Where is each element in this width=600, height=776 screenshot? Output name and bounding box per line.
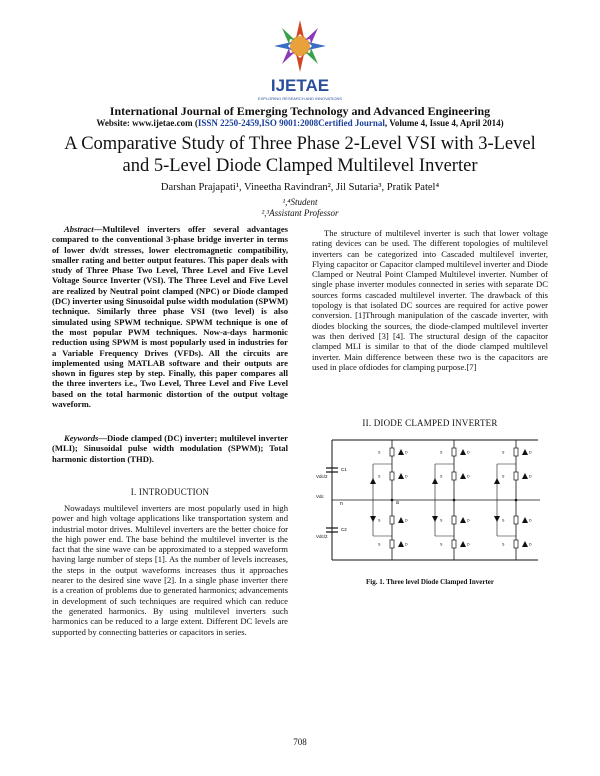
- paper-title: [30, 133, 570, 177]
- abstract: [52, 224, 288, 409]
- switch-1-4: [390, 540, 394, 548]
- website-suffix: , Volume 4, Issue 4, April 2014): [384, 118, 504, 128]
- diode-label-3-3: D: [529, 518, 532, 523]
- label-vdc-half-bottom: Vdc/2: [316, 534, 328, 539]
- antiparallel-diode-2-4: [460, 541, 466, 547]
- label-node-n: n: [340, 501, 343, 507]
- diode-label-2-2: D: [467, 474, 470, 479]
- switch-label-2-2: S: [440, 474, 443, 479]
- switch-label-3-1: S: [502, 450, 505, 455]
- switch-2-3: [452, 516, 456, 524]
- switch-label-2-3: S: [440, 518, 443, 523]
- diode-label-1-4: D: [405, 542, 408, 547]
- switch-3-4: [514, 540, 518, 548]
- paper-title-line2: and 5-Level Diode Clamped Multilevel Inverter: [122, 156, 478, 176]
- switch-label-3-3: S: [502, 518, 505, 523]
- label-vdc-half-top: Vdc/2: [316, 474, 328, 479]
- keywords-text: —Diode clamped (DC) inverter; multilevel inverter (MLI); Sinusoidal pulse width modulation (SPWM); Total harmonic distortion (THD).: [52, 433, 288, 464]
- switch-label-1-1: S: [378, 450, 381, 455]
- logo-star-icon: [274, 20, 326, 72]
- label-vdc: Vdc: [316, 494, 324, 499]
- switch-label-1-3: S: [378, 518, 381, 523]
- page-number: 708: [293, 737, 307, 747]
- keywords-lead: Keywords: [64, 433, 99, 443]
- diode-label-3-1: D: [529, 450, 532, 455]
- author-list: Darshan Prajapati¹, Vineetha Ravindran², Jil Sutaria³, Pratik Patel⁴: [160, 182, 440, 193]
- circuit-diagram: [314, 434, 548, 566]
- keywords: [52, 433, 288, 464]
- antiparallel-diode-1-4: [398, 541, 404, 547]
- switch-1-1: [390, 448, 394, 456]
- diode-label-2-4: D: [467, 542, 470, 547]
- antiparallel-diode-2-1: [460, 449, 466, 455]
- right-column-body: [312, 228, 548, 372]
- antiparallel-diode-3-4: [522, 541, 528, 547]
- website-issn[interactable]: ISSN 2250-2459,ISO 9001:2008Certified Journal: [197, 118, 385, 128]
- diode-label-3-2: D: [529, 474, 532, 479]
- antiparallel-diode-3-3: [522, 517, 528, 523]
- label-node-a: a: [396, 500, 399, 506]
- output-node-1: [391, 499, 394, 502]
- antiparallel-diode-1-2: [398, 473, 404, 479]
- switch-label-1-2: S: [378, 474, 381, 479]
- switch-1-3: [390, 516, 394, 524]
- diode-label-1-1: D: [405, 450, 408, 455]
- antiparallel-diode-2-2: [460, 473, 466, 479]
- output-node-3: [515, 499, 518, 502]
- antiparallel-diode-3-1: [522, 449, 528, 455]
- section-heading-introduction: I. INTRODUCTION: [130, 487, 210, 497]
- introduction-paragraph: Nowadays multilevel inverters are most popularly used in high power and high voltage applications like transportation system and industrial motor drives. Multilevel inverters are the better choice for the high power end. The base behind the multilevel inverter is the fact that the sine wave can be approximated to a stepped waveform having large number of steps [1]. As the number of levels increases, the steps in the output waveforms increases thus it approaches nearer to the desired sine wave [2]. In a single phase inverter there is a creation of problems due to generated harmonics; advancements in development of such techniques are required which can reduce the generated harmonics. By using multilevel inverters such harmonics can be reduced to a large extent. Different DC levels are supported by connecting batteries or capacitors in series.: [52, 503, 288, 637]
- logo-tagline: EXPLORING RESEARCH AND INNOVATIONS: [257, 96, 343, 101]
- switch-3-1: [514, 448, 518, 456]
- antiparallel-diode-1-3: [398, 517, 404, 523]
- introduction-body: [52, 503, 288, 637]
- switch-label-3-4: S: [502, 542, 505, 547]
- switch-3-2: [514, 472, 518, 480]
- switch-label-2-1: S: [440, 450, 443, 455]
- switch-2-1: [452, 448, 456, 456]
- label-c2: C2: [341, 527, 347, 532]
- switch-1-2: [390, 472, 394, 480]
- abstract-lead: Abstract: [64, 224, 94, 234]
- switch-2-2: [452, 472, 456, 480]
- switch-label-1-4: S: [378, 542, 381, 547]
- journal-name: International Journal of Emerging Technology and Advanced Engineering: [109, 104, 491, 118]
- output-node-2: [453, 499, 456, 502]
- abstract-text: —Multilevel inverters offer several advantages compared to the conventional 3-phase bridge inverter in terms of lower dv/dt stresses, lower electromagnetic compatibility, smaller rating and better output features. This paper deals with study of Three Phase Two Level, Three Level and Five Level Voltage Source Inverter (VSI). The Three Level and Five Level are realized by Neutral point clamped (NPC) or Diode clamped (DC) inverter using Sinusoidal pulse width modulation (SPWM) technique. Similarly three phase VSI (two level) is also simulated using SPWM technique. SPWM technique is one of the most popular PWM techniques. Now-a-days harmonic reduction using SPWM is most popularly used in industries for a Variable Frequency Drives (VFDs). All the circuits are implemented using MATLAB software and their outputs are shown in figures step by step. Finally, this paper compares all the three inverters i.e., Two Level, Three Level and Five Level based on the total harmonic distortion of the output voltage waveform.: [52, 224, 288, 410]
- antiparallel-diode-1-1: [398, 449, 404, 455]
- affiliation-student: ¹,⁴Student: [282, 197, 318, 207]
- switch-label-3-2: S: [502, 474, 505, 479]
- journal-website-line: [0, 118, 600, 128]
- logo-text: IJETAE: [270, 76, 330, 95]
- affiliation-professor: ²,³Assistant Professor: [261, 208, 339, 218]
- diode-label-2-1: D: [467, 450, 470, 455]
- website-prefix: Website: www.ijetae.com (: [96, 118, 198, 128]
- journal-logo: [250, 12, 350, 104]
- switch-label-2-4: S: [440, 542, 443, 547]
- diode-label-2-3: D: [467, 518, 470, 523]
- label-c1: C1: [341, 467, 347, 472]
- antiparallel-diode-2-3: [460, 517, 466, 523]
- antiparallel-diode-3-2: [522, 473, 528, 479]
- switch-2-4: [452, 540, 456, 548]
- diode-label-1-2: D: [405, 474, 408, 479]
- diode-label-3-4: D: [529, 542, 532, 547]
- figure-caption: Fig. 1. Three level Diode Clamped Inverter: [365, 578, 495, 586]
- diode-label-1-3: D: [405, 518, 408, 523]
- topologies-paragraph: The structure of multilevel inverter is such that lower voltage rating devices can be used. The different topologies of multilevel inverters can be categorized into Cascaded multilevel inverter, Flying capacitor or Capacitor clamped multilevel inverter and Diode Clamped or Neutral Point Clamped Multilevel inverter. Number of single phase inverter modules connected in series with separate DC sources forms cascaded multilevel inverter. The drawback of this topology is that isolated DC sources are required for active power conversion. [1]Through manipulation of the cascade inverter, with diodes blocking the sources, the diode-clamped multilevel inverter was then derived [3] [4]. The structural design of the capacitor clamped MLI is similar to that of the diode clamped multilevel inverter. Main difference between these two is the capacitors are used in place ofdiodes for clamping purpose.[7]: [312, 228, 548, 372]
- paper-title-line1: A Comparative Study of Three Phase 2-Level VSI with 3-Level: [64, 134, 536, 154]
- switch-3-3: [514, 516, 518, 524]
- section-heading-diode-clamped: II. DIODE CLAMPED INVERTER: [362, 418, 498, 428]
